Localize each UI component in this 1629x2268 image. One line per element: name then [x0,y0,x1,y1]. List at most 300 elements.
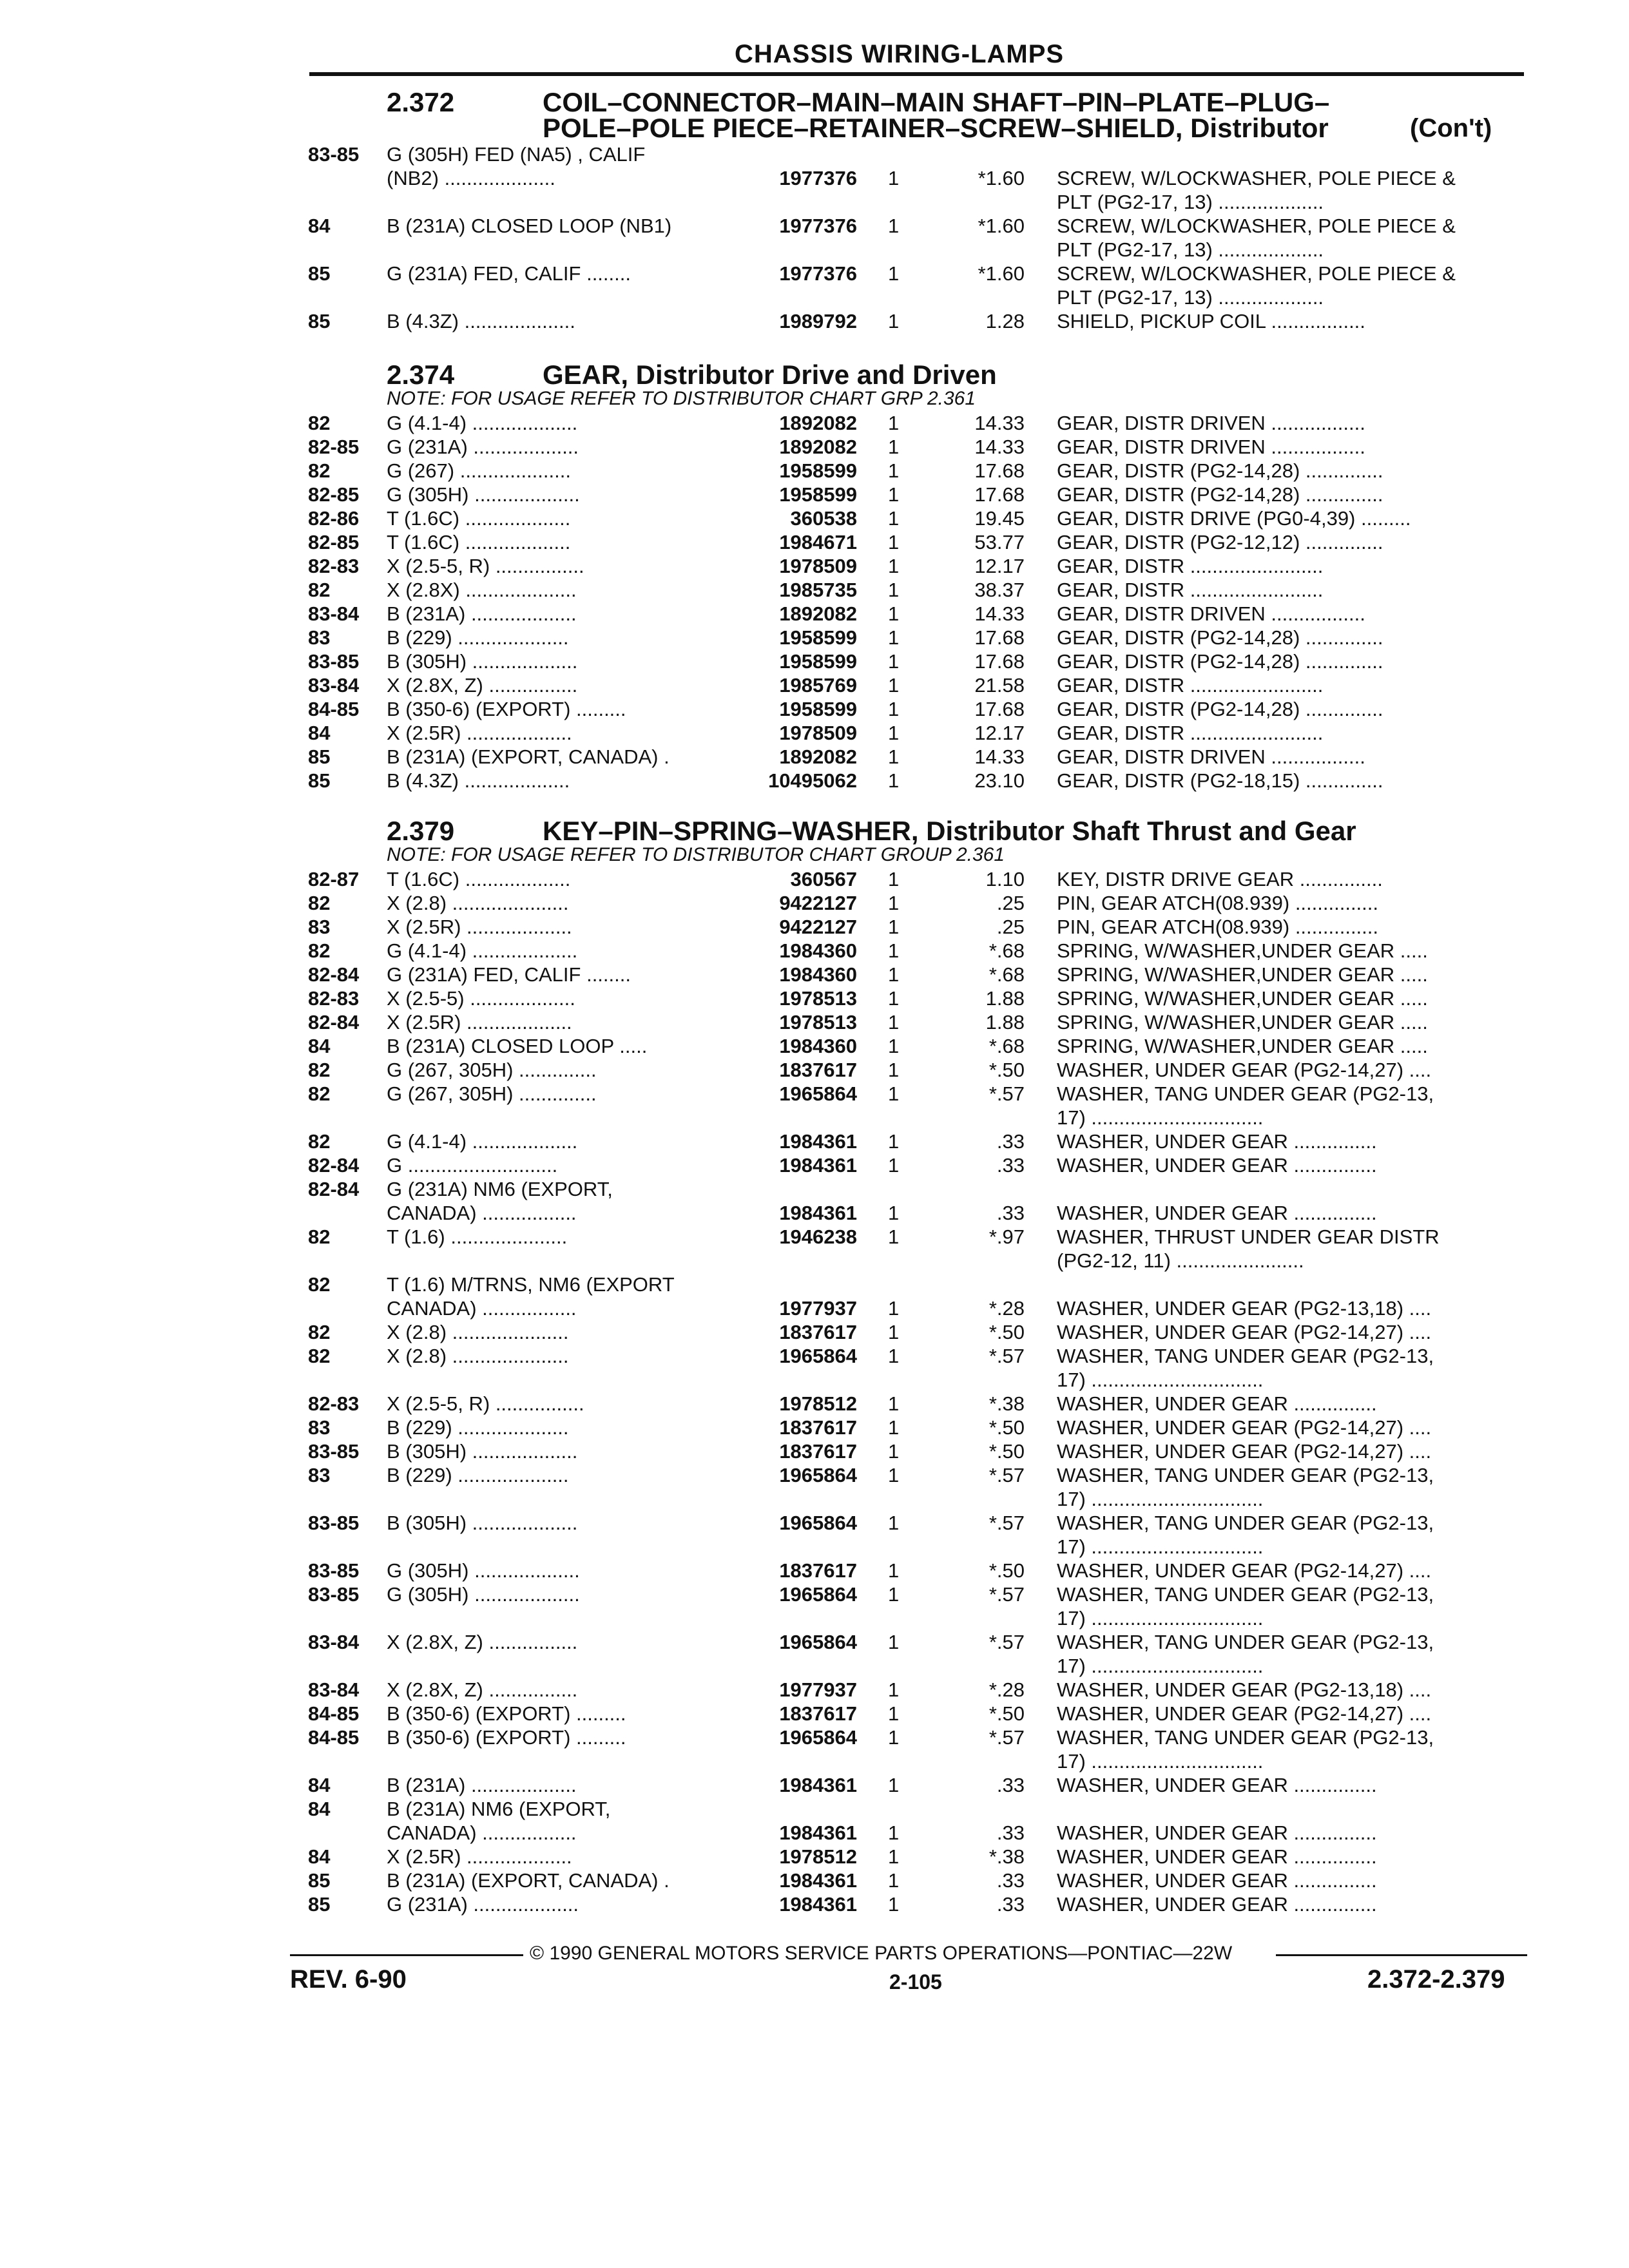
table-row [0,1606,1629,1630]
application: B (231A) (EXPORT, CANADA) . [387,1869,670,1892]
table-row [0,262,1629,285]
table-row [0,1559,1629,1582]
model-years: 84 [308,1035,331,1057]
price: *.97 [988,1225,1025,1248]
model-years: 83-85 [308,1559,360,1582]
price: 12.17 [974,722,1025,744]
model-years: 82 [308,412,331,434]
quantity: 1 [888,262,900,285]
price: 17.68 [974,459,1025,482]
model-years: 83 [308,1416,331,1439]
part-number: 1978509 [779,722,857,744]
application: G (267, 305H) .............. [387,1059,597,1081]
description: SPRING, W/WASHER,UNDER GEAR ..... [1057,1011,1428,1033]
model-years: 82 [308,579,331,601]
price: 17.68 [974,483,1025,506]
part-number: 10495062 [768,769,857,792]
quantity: 1 [888,1154,900,1177]
quantity: 1 [888,722,900,744]
model-years: 82-85 [308,436,360,458]
quantity: 1 [888,1845,900,1868]
quantity: 1 [888,1416,900,1439]
description: GEAR, DISTR DRIVE (PG0-4,39) ......... [1057,507,1411,530]
table-row [0,1177,1629,1201]
table-row [0,939,1629,963]
part-number: 1985735 [779,579,857,601]
description: 17) ............................... [1057,1655,1264,1677]
table-row [0,1654,1629,1678]
price: 14.33 [974,745,1025,768]
description: PIN, GEAR ATCH(08.939) ............... [1057,892,1379,914]
application: G (267) .................... [387,459,571,482]
quantity: 1 [888,987,900,1010]
description: SHIELD, PICKUP COIL ................. [1057,310,1365,332]
application: G (231A) ................... [387,1893,579,1916]
description: GEAR, DISTR (PG2-12,12) .............. [1057,531,1383,553]
application: G (4.1-4) ................... [387,1130,578,1153]
part-number: 1965864 [779,1631,857,1653]
application: X (2.5-5, R) ................ [387,555,584,577]
model-years: 84-85 [308,698,360,720]
table-row [0,1034,1629,1058]
application: B (305H) ................... [387,1440,578,1463]
model-years: 82-85 [308,483,360,506]
table-row [0,1892,1629,1916]
quantity: 1 [888,1869,900,1892]
description: WASHER, UNDER GEAR ............... [1057,1154,1377,1177]
quantity: 1 [888,1726,900,1749]
table-row [0,166,1629,190]
application: X (2.5-5, R) ................ [387,1392,584,1415]
model-years: 85 [308,769,331,792]
model-years: 85 [308,745,331,768]
price: 1.10 [985,868,1025,890]
page-number: 2-105 [889,1970,942,1994]
application: B (231A) NM6 (EXPORT, [387,1798,611,1820]
table-row [0,1702,1629,1725]
model-years: 82 [308,1345,331,1367]
quantity: 1 [888,868,900,890]
application: CANADA) ................. [387,1297,577,1320]
table-row [0,1249,1629,1273]
table-row [0,867,1629,891]
quantity: 1 [888,1774,900,1796]
description: GEAR, DISTR ........................ [1057,674,1324,697]
section-title: KEY–PIN–SPRING–WASHER, Distributor Shaft Thrust and Gear [543,816,1356,846]
quantity: 1 [888,579,900,601]
application: G (4.1-4) ................... [387,412,578,434]
part-number: 1958599 [779,698,857,720]
section-number: 2.374 [387,360,455,390]
table-row [0,1320,1629,1344]
application: B (231A) CLOSED LOOP (NB1) [387,215,672,237]
description: GEAR, DISTR (PG2-14,28) .............. [1057,698,1383,720]
table-row [0,626,1629,649]
price: 38.37 [974,579,1025,601]
quantity: 1 [888,939,900,962]
description: GEAR, DISTR (PG2-14,28) .............. [1057,483,1383,506]
application: B (350-6) (EXPORT) ......... [387,1726,626,1749]
application: T (1.6) M/TRNS, NM6 (EXPORT [387,1273,675,1296]
quantity: 1 [888,892,900,914]
description: WASHER, TANG UNDER GEAR (PG2-13, [1057,1082,1434,1105]
quantity: 1 [888,167,900,189]
description: WASHER, UNDER GEAR (PG2-14,27) .... [1057,1321,1432,1343]
application: B (229) .................... [387,1416,569,1439]
model-years: 83-85 [308,1440,360,1463]
part-number: 9422127 [779,916,857,938]
table-row [0,1058,1629,1082]
description: WASHER, TANG UNDER GEAR (PG2-13, [1057,1583,1434,1606]
description: 17) ............................... [1057,1535,1264,1558]
application: X (2.8) ..................... [387,1321,569,1343]
application: G (231A) FED, CALIF ........ [387,963,631,986]
part-number: 1978509 [779,555,857,577]
model-years: 84 [308,722,331,744]
model-years: 82 [308,1225,331,1248]
section-range: 2.372-2.379 [1367,1965,1505,1994]
application: (NB2) .................... [387,167,555,189]
description: GEAR, DISTR (PG2-14,28) .............. [1057,626,1383,649]
model-years: 82 [308,1059,331,1081]
application: G (305H) ................... [387,1559,580,1582]
application: B (229) .................... [387,626,569,649]
price: .33 [996,1821,1025,1844]
description: WASHER, TANG UNDER GEAR (PG2-13, [1057,1631,1434,1653]
price: *.38 [988,1845,1025,1868]
application: X (2.8) ..................... [387,1345,569,1367]
model-years: 83 [308,1464,331,1486]
table-row [0,1535,1629,1559]
price: *.68 [988,1035,1025,1057]
application: X (2.8X, Z) ................ [387,674,578,697]
price: *.57 [988,1345,1025,1367]
application: X (2.5R) ................... [387,916,572,938]
part-number: 1984361 [779,1202,857,1224]
quantity: 1 [888,507,900,530]
model-years: 82 [308,939,331,962]
footer-copyright: © 1990 GENERAL MOTORS SERVICE PARTS OPERATIONS—PONTIAC—22W [530,1943,1233,1964]
page-title: CHASSIS WIRING-LAMPS [735,40,1065,68]
part-number: 1958599 [779,459,857,482]
application: X (2.5R) ................... [387,722,572,744]
price: .33 [996,1774,1025,1796]
quantity: 1 [888,1893,900,1916]
application: B (305H) ................... [387,650,578,673]
part-number: 1977376 [779,167,857,189]
price: 19.45 [974,507,1025,530]
description: GEAR, DISTR ........................ [1057,579,1324,601]
model-years: 82 [308,1321,331,1343]
application: X (2.5R) ................... [387,1011,572,1033]
part-number: 1978513 [779,987,857,1010]
price: 17.68 [974,626,1025,649]
description: WASHER, UNDER GEAR (PG2-13,18) .... [1057,1297,1432,1320]
part-number: 1892082 [779,412,857,434]
part-number: 1965864 [779,1082,857,1105]
table-row [0,745,1629,769]
description: 17) ............................... [1057,1488,1264,1510]
footer-rule-right [1276,1954,1527,1956]
quantity: 1 [888,412,900,434]
price: *.50 [988,1559,1025,1582]
table-row [0,986,1629,1010]
price: 12.17 [974,555,1025,577]
part-number: 1977937 [779,1678,857,1701]
price: *.57 [988,1726,1025,1749]
part-number: 1837617 [779,1416,857,1439]
section-title: GEAR, Distributor Drive and Driven [543,360,997,390]
table-row [0,1010,1629,1034]
part-number: 1985769 [779,674,857,697]
quantity: 1 [888,1011,900,1033]
table-row [0,190,1629,214]
table-row [0,1225,1629,1249]
description: 17) ............................... [1057,1369,1264,1391]
table-row [0,459,1629,483]
quantity: 1 [888,310,900,332]
table-row [0,915,1629,939]
price: *1.60 [978,167,1025,189]
table-row [0,673,1629,697]
application: G (267, 305H) .............. [387,1082,597,1105]
description: WASHER, UNDER GEAR (PG2-14,27) .... [1057,1702,1432,1725]
part-number: 1977376 [779,215,857,237]
description: WASHER, UNDER GEAR (PG2-14,27) .... [1057,1059,1432,1081]
application: B (350-6) (EXPORT) ......... [387,1702,626,1725]
quantity: 1 [888,1392,900,1415]
price: 21.58 [974,674,1025,697]
table-row [0,963,1629,986]
description: GEAR, DISTR DRIVEN ................. [1057,745,1365,768]
part-number: 1978513 [779,1011,857,1033]
application: CANADA) ................. [387,1202,577,1224]
description: 17) ............................... [1057,1106,1264,1129]
application: G (231A) FED, CALIF ........ [387,262,631,285]
price: .33 [996,1869,1025,1892]
table-row [0,602,1629,626]
model-years: 83-84 [308,1678,360,1701]
table-row [0,1797,1629,1821]
quantity: 1 [888,1702,900,1725]
application: X (2.5-5) ................... [387,987,575,1010]
application: X (2.8X, Z) ................ [387,1678,578,1701]
application: B (231A) ................... [387,1774,577,1796]
table-row [0,411,1629,435]
description: SPRING, W/WASHER,UNDER GEAR ..... [1057,987,1428,1010]
model-years: 82-84 [308,1154,360,1177]
quantity: 1 [888,1297,900,1320]
part-number: 1946238 [779,1225,857,1248]
description: WASHER, TANG UNDER GEAR (PG2-13, [1057,1345,1434,1367]
model-years: 83 [308,916,331,938]
application: CANADA) ................. [387,1821,577,1844]
part-number: 1984360 [779,963,857,986]
section-title: COIL–CONNECTOR–MAIN–MAIN SHAFT–PIN–PLATE–PLUG– [543,87,1330,117]
description: GEAR, DISTR ........................ [1057,555,1324,577]
part-number: 1837617 [779,1440,857,1463]
part-number: 1958599 [779,650,857,673]
model-years: 83-84 [308,602,360,625]
model-years: 83-84 [308,1631,360,1653]
application: X (2.8X, Z) ................ [387,1631,578,1653]
quantity: 1 [888,1678,900,1701]
price: *.38 [988,1392,1025,1415]
application: T (1.6C) ................... [387,531,571,553]
description: WASHER, UNDER GEAR ............... [1057,1893,1377,1916]
description: WASHER, UNDER GEAR (PG2-14,27) .... [1057,1416,1432,1439]
table-row [0,578,1629,602]
model-years: 82 [308,1130,331,1153]
table-row [0,1630,1629,1654]
model-years: 82-85 [308,531,360,553]
model-years: 85 [308,1893,331,1916]
model-years: 82 [308,1082,331,1105]
price: .25 [996,916,1025,938]
part-number: 1977937 [779,1297,857,1320]
description: WASHER, UNDER GEAR ............... [1057,1845,1377,1868]
model-years: 82-84 [308,1178,360,1200]
footer-rule-left [290,1954,523,1956]
quantity: 1 [888,626,900,649]
price: .25 [996,892,1025,914]
table-row [0,1129,1629,1153]
price: *1.60 [978,262,1025,285]
price: *.50 [988,1416,1025,1439]
price: 14.33 [974,602,1025,625]
application: G (305H) FED (NA5) , CALIF [387,143,646,166]
model-years: 84 [308,1845,331,1868]
table-row [0,1344,1629,1368]
price: *.68 [988,963,1025,986]
part-number: 9422127 [779,892,857,914]
description: (PG2-12, 11) ....................... [1057,1249,1304,1272]
table-row [0,1106,1629,1129]
quantity: 1 [888,1512,900,1534]
description: WASHER, TANG UNDER GEAR (PG2-13, [1057,1512,1434,1534]
model-years: 84-85 [308,1726,360,1749]
part-number: 1892082 [779,602,857,625]
application: T (1.6C) ................... [387,507,571,530]
table-row [0,1368,1629,1392]
quantity: 1 [888,1321,900,1343]
description: WASHER, UNDER GEAR ............... [1057,1869,1377,1892]
part-number: 1984361 [779,1154,857,1177]
description: SPRING, W/WASHER,UNDER GEAR ..... [1057,939,1428,962]
description: GEAR, DISTR DRIVEN ................. [1057,412,1365,434]
application: G (231A) NM6 (EXPORT, [387,1178,613,1200]
price: .33 [996,1154,1025,1177]
table-row [0,769,1629,793]
table-row [0,285,1629,309]
quantity: 1 [888,436,900,458]
quantity: 1 [888,1464,900,1486]
model-years: 82-83 [308,1392,360,1415]
model-years: 82-86 [308,507,360,530]
quantity: 1 [888,769,900,792]
application: G ........................... [387,1154,558,1177]
price: 14.33 [974,436,1025,458]
application: G (4.1-4) ................... [387,939,578,962]
quantity: 1 [888,916,900,938]
quantity: 1 [888,963,900,986]
description: PIN, GEAR ATCH(08.939) ............... [1057,916,1379,938]
model-years: 83-85 [308,650,360,673]
application: B (4.3Z) .................... [387,310,575,332]
application: X (2.8X) .................... [387,579,577,601]
description: WASHER, THRUST UNDER GEAR DISTR [1057,1225,1440,1248]
part-number: 1984360 [779,939,857,962]
quantity: 1 [888,483,900,506]
quantity: 1 [888,1082,900,1105]
description: PLT (PG2-17, 13) ................... [1057,238,1324,261]
part-number: 1984361 [779,1893,857,1916]
description: 17) ............................... [1057,1750,1264,1773]
model-years: 82-87 [308,868,360,890]
application: G (305H) ................... [387,483,580,506]
description: PLT (PG2-17, 13) ................... [1057,191,1324,213]
table-row [0,891,1629,915]
table-row [0,1153,1629,1177]
price: .33 [996,1202,1025,1224]
section-title-line2: POLE–POLE PIECE–RETAINER–SCREW–SHIELD, Distributor [543,113,1329,143]
quantity: 1 [888,1035,900,1057]
application: B (231A) CLOSED LOOP ..... [387,1035,648,1057]
section-continued: (Con't) [1410,114,1492,142]
quantity: 1 [888,555,900,577]
part-number: 1958599 [779,626,857,649]
description: 17) ............................... [1057,1607,1264,1629]
description: SCREW, W/LOCKWASHER, POLE PIECE & [1057,262,1456,285]
part-number: 1984361 [779,1869,857,1892]
application: B (229) .................... [387,1464,569,1486]
quantity: 1 [888,1345,900,1367]
quantity: 1 [888,1202,900,1224]
part-number: 1984361 [779,1821,857,1844]
price: *.28 [988,1678,1025,1701]
price: *1.60 [978,215,1025,237]
table-row [0,721,1629,745]
part-number: 1984360 [779,1035,857,1057]
description: GEAR, DISTR DRIVEN ................. [1057,436,1365,458]
part-number: 360567 [790,868,857,890]
table-row [0,506,1629,530]
quantity: 1 [888,1583,900,1606]
model-years: 82-83 [308,987,360,1010]
application: B (231A) (EXPORT, CANADA) . [387,745,670,768]
description: WASHER, TANG UNDER GEAR (PG2-13, [1057,1726,1434,1749]
table-row [0,1201,1629,1225]
part-number: 1965864 [779,1512,857,1534]
quantity: 1 [888,698,900,720]
quantity: 1 [888,650,900,673]
application: B (4.3Z) ................... [387,769,570,792]
price: 53.77 [974,531,1025,553]
description: GEAR, DISTR ........................ [1057,722,1324,744]
table-row [0,1392,1629,1416]
quantity: 1 [888,1821,900,1844]
description: SCREW, W/LOCKWASHER, POLE PIECE & [1057,167,1456,189]
price: *.50 [988,1440,1025,1463]
table-row [0,1773,1629,1797]
price: 1.88 [985,1011,1025,1033]
application: G (305H) ................... [387,1583,580,1606]
table-row [0,1725,1629,1749]
description: SPRING, W/WASHER,UNDER GEAR ..... [1057,1035,1428,1057]
quantity: 1 [888,1225,900,1248]
table-row [0,435,1629,459]
price: 23.10 [974,769,1025,792]
